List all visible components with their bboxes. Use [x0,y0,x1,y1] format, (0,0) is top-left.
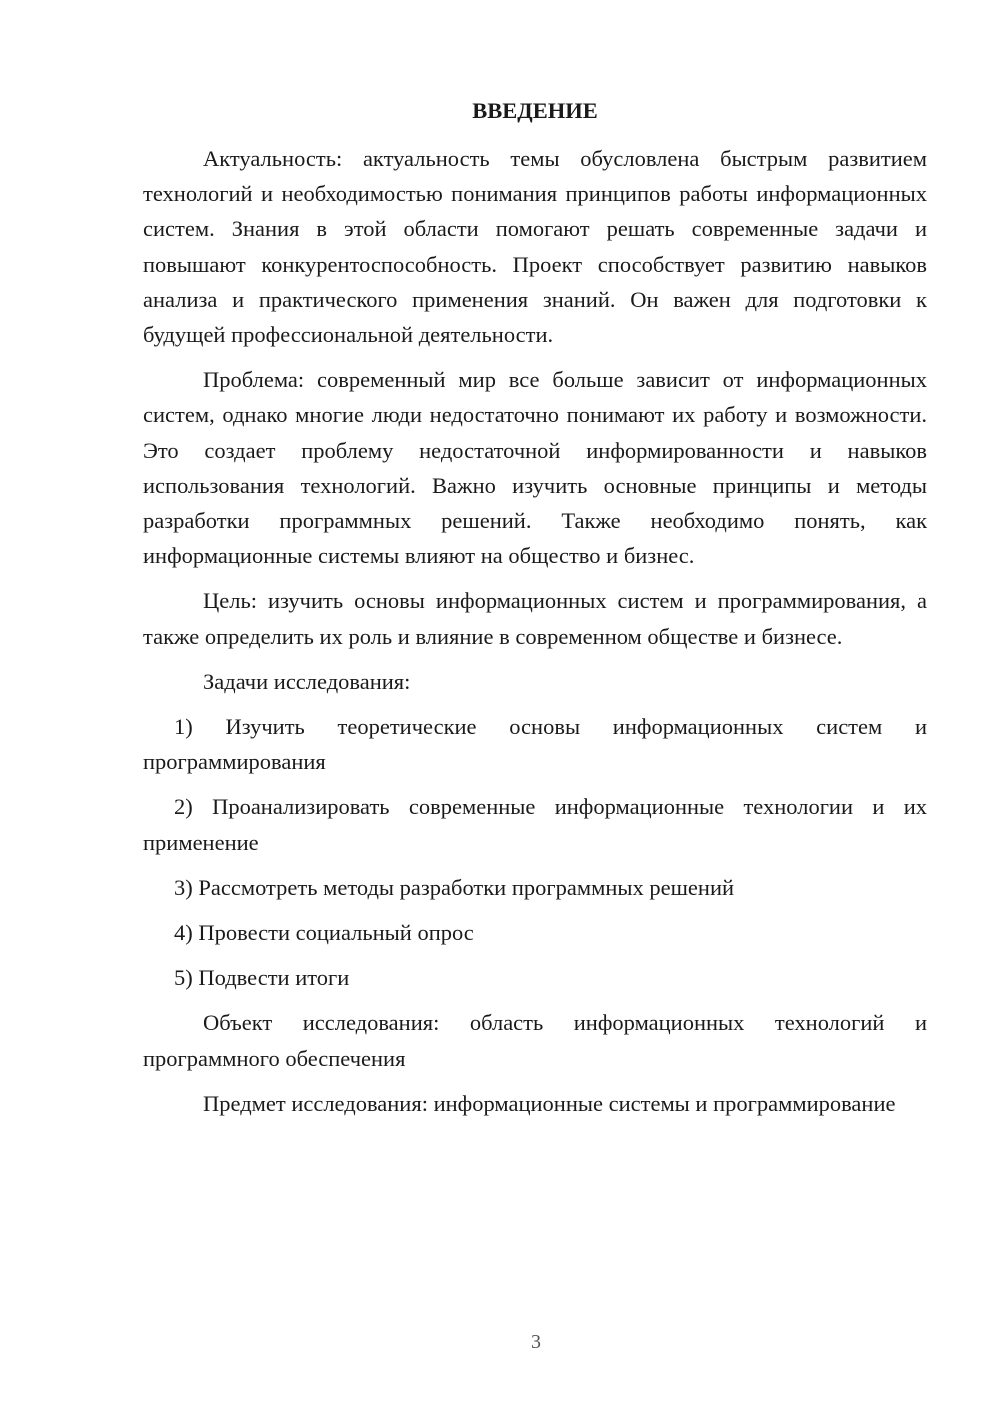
relevance-paragraph: Актуальность: актуальность темы обусловлена быстрым развитием технологий и необходимостью понимания принципов работы информационных систем. Знания в этой области помогают решать современные задачи и повышают конкурентоспособность. Проект способствует развитию навыков анализа и практического применения знаний. Он важен для подготовки к будущей профессиональной деятельности. [143,146,927,348]
object-paragraph: Объект исследования: область информационных технологий и программного обеспечения [143,1010,927,1071]
document-page [143,96,927,1131]
task-item: 1) Изучить теоретические основы информационных систем и программирования [143,714,927,775]
subject-paragraph: Предмет исследования: информационные системы и программирование [203,1090,896,1116]
tasks-list [143,709,927,995]
problem-paragraph: Проблема: современный мир все больше зависит от информационных систем, однако многие люди недостаточно понимают их работу и возможности. Это создает проблему недостаточной информированности и навыков использования технологий. Важно изучить основные принципы и методы разработки программных решений. Также необходимо понять, как информационные системы влияют на общество и бизнес. [143,367,927,569]
goal-paragraph: Цель: изучить основы информационных систем и программирования, а также определить их роль и влияние в современном обществе и бизнесе. [143,588,927,649]
task-item: 5) Подвести итоги [174,965,350,991]
section-heading: ВВЕДЕНИЕ [472,98,598,123]
task-item: 3) Рассмотреть методы разработки программных решений [174,874,735,900]
tasks-intro: Задачи исследования: [203,668,411,694]
page-number: 3 [531,1331,541,1353]
task-item: 2) Проанализировать современные информационные технологии и их применение [143,794,927,855]
task-item: 4) Провести социальный опрос [174,920,474,946]
